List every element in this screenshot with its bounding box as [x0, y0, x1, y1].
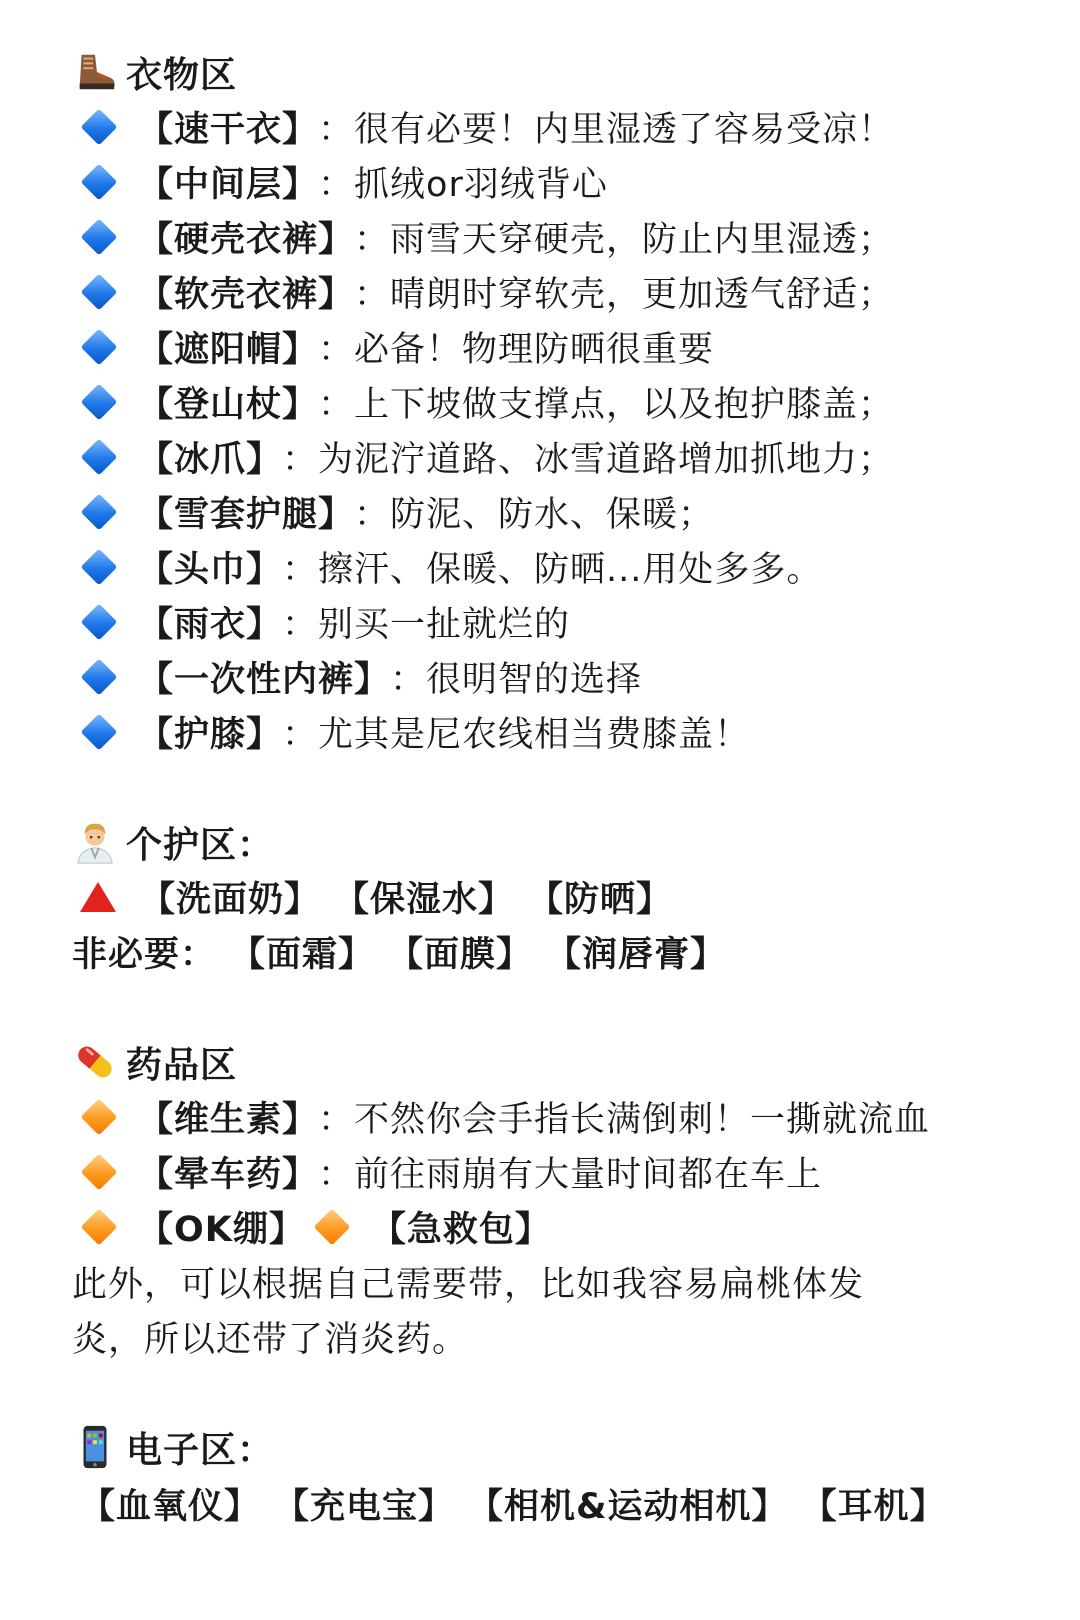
item-description: 晴朗时穿软壳，更加透气舒适； — [390, 275, 895, 315]
list-item — [72, 375, 894, 429]
list-item — [80, 1477, 946, 1531]
blue-diamond-icon — [81, 274, 118, 311]
personal-care-section-heading — [72, 815, 274, 869]
list-item — [72, 1200, 551, 1254]
medicine-note-line — [72, 1310, 468, 1364]
item-description: 擦汗、保暖、防晒...用处多多。 — [318, 550, 823, 590]
item-separator: ： — [354, 275, 391, 315]
item-description: 很明智的选择 — [426, 660, 643, 700]
item-name: 【中间层】 — [138, 165, 319, 205]
item-name: 【一次性内裤】 — [138, 660, 391, 700]
item-name: 【冰爪】 — [138, 440, 283, 480]
orange-diamond-icon — [314, 1209, 351, 1246]
blue-diamond-icon — [81, 109, 118, 146]
optional-label: 非必要： — [72, 935, 217, 975]
item-name: 【头巾】 — [138, 550, 283, 590]
care-item: 【洗面奶】 — [140, 880, 321, 920]
item-description: 不然你会手指长满倒刺！一撕就流血 — [354, 1100, 931, 1140]
item-description: 上下坡做支撑点，以及抱护膝盖； — [354, 385, 895, 425]
item-name: 【登山杖】 — [138, 385, 319, 425]
list-item — [72, 925, 726, 979]
red-triangle-icon — [80, 882, 116, 912]
list-item — [72, 100, 894, 154]
item-description: 别买一扯就烂的 — [318, 605, 571, 645]
list-item — [72, 1145, 822, 1199]
item-name: 【硬壳衣裤】 — [138, 220, 355, 260]
medicine-note-line — [72, 1255, 864, 1309]
mobile-phone-icon — [72, 1424, 118, 1470]
blue-diamond-icon — [81, 494, 118, 531]
orange-diamond-icon — [81, 1209, 118, 1246]
list-item — [72, 430, 894, 484]
item-separator: ： — [282, 605, 319, 645]
electronics-item: 【相机&运动相机】 — [468, 1487, 788, 1527]
item-description: 很有必要！内里湿透了容易受凉！ — [354, 110, 895, 150]
man-in-robe-icon — [72, 819, 118, 865]
item-separator: ： — [318, 1155, 355, 1195]
item-separator: ： — [318, 385, 355, 425]
blue-diamond-icon — [81, 384, 118, 421]
list-item — [72, 265, 894, 319]
care-item: 【面膜】 — [388, 935, 533, 975]
item-description: 防泥、防水、保暖； — [390, 495, 715, 535]
list-item — [72, 650, 642, 704]
item-name: 【OK绷】 — [138, 1210, 305, 1250]
care-item: 【保湿水】 — [334, 880, 515, 920]
item-name: 【雪套护腿】 — [138, 495, 355, 535]
list-item — [72, 705, 750, 759]
item-description: 前往雨崩有大量时间都在车上 — [354, 1155, 823, 1195]
item-separator: ： — [282, 550, 319, 590]
electronics-item: 【耳机】 — [801, 1487, 946, 1527]
list-item — [72, 870, 672, 924]
hiking-boot-icon — [72, 49, 118, 95]
list-item — [72, 320, 714, 374]
item-description: 为泥泞道路、冰雪道路增加抓地力； — [318, 440, 895, 480]
list-item — [72, 155, 608, 209]
item-name: 【维生素】 — [138, 1100, 319, 1140]
clothing-section-heading — [72, 45, 237, 99]
electronics-section-title: 电子区： — [126, 1429, 275, 1471]
item-separator: ： — [318, 330, 355, 370]
blue-diamond-icon — [81, 164, 118, 201]
item-separator: ： — [318, 165, 355, 205]
electronics-section-heading — [72, 1420, 274, 1474]
personal-care-section-title: 个护区： — [126, 824, 275, 866]
blue-diamond-icon — [81, 604, 118, 641]
list-item — [72, 485, 714, 539]
orange-diamond-icon — [81, 1154, 118, 1191]
item-name: 【急救包】 — [370, 1210, 551, 1250]
medicine-section-heading — [72, 1035, 237, 1089]
list-item — [72, 1090, 930, 1144]
medicine-section-title: 药品区 — [126, 1044, 238, 1086]
item-separator: ： — [390, 660, 427, 700]
blue-diamond-icon — [81, 549, 118, 586]
item-separator: ： — [282, 440, 319, 480]
electronics-item: 【血氧仪】 — [80, 1487, 261, 1527]
item-name: 【软壳衣裤】 — [138, 275, 355, 315]
item-description: 抓绒or羽绒背心 — [354, 165, 608, 205]
item-name: 【遮阳帽】 — [138, 330, 319, 370]
item-separator: ： — [354, 220, 391, 260]
blue-diamond-icon — [81, 659, 118, 696]
list-item — [72, 595, 570, 649]
care-item: 【防晒】 — [528, 880, 673, 920]
care-item: 【面霜】 — [230, 935, 375, 975]
electronics-item: 【充电宝】 — [274, 1487, 455, 1527]
list-item — [72, 540, 822, 594]
blue-diamond-icon — [81, 219, 118, 256]
care-item: 【润唇膏】 — [546, 935, 727, 975]
item-separator: ： — [282, 715, 319, 755]
pill-icon — [72, 1039, 118, 1085]
blue-diamond-icon — [81, 714, 118, 751]
orange-diamond-icon — [81, 1099, 118, 1136]
item-name: 【护膝】 — [138, 715, 283, 755]
item-name: 【速干衣】 — [138, 110, 319, 150]
item-separator: ： — [354, 495, 391, 535]
list-item — [72, 210, 894, 264]
item-description: 雨雪天穿硬壳，防止内里湿透； — [390, 220, 895, 260]
blue-diamond-icon — [81, 329, 118, 366]
item-name: 【雨衣】 — [138, 605, 283, 645]
item-description: 尤其是尼农线相当费膝盖！ — [318, 715, 751, 755]
item-description: 必备！物理防晒很重要 — [354, 330, 715, 370]
item-name: 【晕车药】 — [138, 1155, 319, 1195]
clothing-section-title: 衣物区 — [126, 54, 238, 96]
note-text: 炎，所以还带了消炎药。 — [72, 1320, 469, 1360]
item-separator: ： — [318, 110, 355, 150]
note-text: 此外，可以根据自己需要带，比如我容易扁桃体发 — [72, 1265, 865, 1305]
item-separator: ： — [318, 1100, 355, 1140]
blue-diamond-icon — [81, 439, 118, 476]
